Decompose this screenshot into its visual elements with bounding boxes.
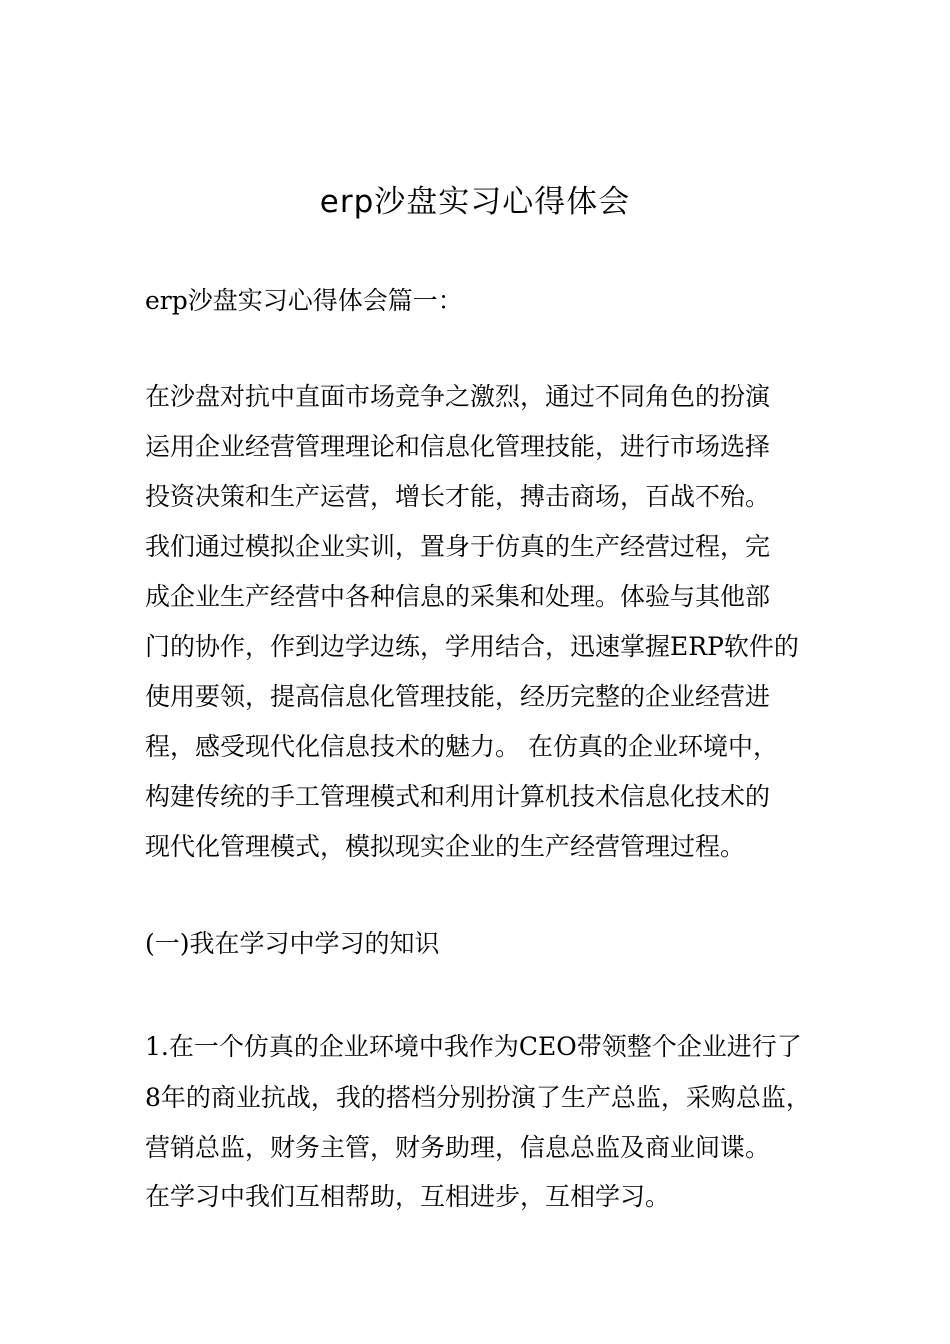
paragraph-line: 门的协作，作到边学边练，学用结合，迅速掌握ERP软件的 [145, 632, 799, 661]
paragraph-line: 营销总监，财务主管，财务助理，信息总监及商业间谍。 [145, 1133, 771, 1162]
paragraph-line: 1.在一个仿真的企业环境中我作为CEO带领整个企业进行了 [145, 1032, 802, 1061]
paragraph-line: 现代化管理模式，模拟现实企业的生产经营管理过程。 [145, 832, 746, 861]
paragraph-line: 我们通过模拟企业实训，置身于仿真的生产经营过程，完 [145, 532, 771, 561]
paragraph-line: 8年的商业抗战，我的搭档分别扮演了生产总监，采购总监， [145, 1083, 811, 1112]
section-heading: erp沙盘实习心得体会篇一： [145, 286, 463, 315]
paragraph-line: 投资决策和生产运营，增长才能，搏击商场，百战不殆。 [145, 482, 771, 511]
paragraph-line: 使用要领，提高信息化管理技能，经历完整的企业经营进 [145, 682, 771, 711]
paragraph-line: 运用企业经营管理理论和信息化管理技能，进行市场选择 [145, 432, 771, 461]
paragraph-line: 在学习中我们互相帮助，互相进步，互相学习。 [145, 1182, 671, 1211]
paragraph-line: 在沙盘对抗中直面市场竞争之激烈，通过不同角色的扮演 [145, 382, 771, 411]
paragraph-line: 构建传统的手工管理模式和利用计算机技术信息化技术的 [145, 782, 771, 811]
subheading: (一)我在学习中学习的知识 [145, 929, 440, 958]
document-title: erp沙盘实习心得体会 [319, 184, 631, 220]
paragraph-line: 程，感受现代化信息技术的魅力。 在仿真的企业环境中， [145, 732, 778, 761]
paragraph-line: 成企业生产经营中各种信息的采集和处理。体验与其他部 [145, 582, 771, 611]
